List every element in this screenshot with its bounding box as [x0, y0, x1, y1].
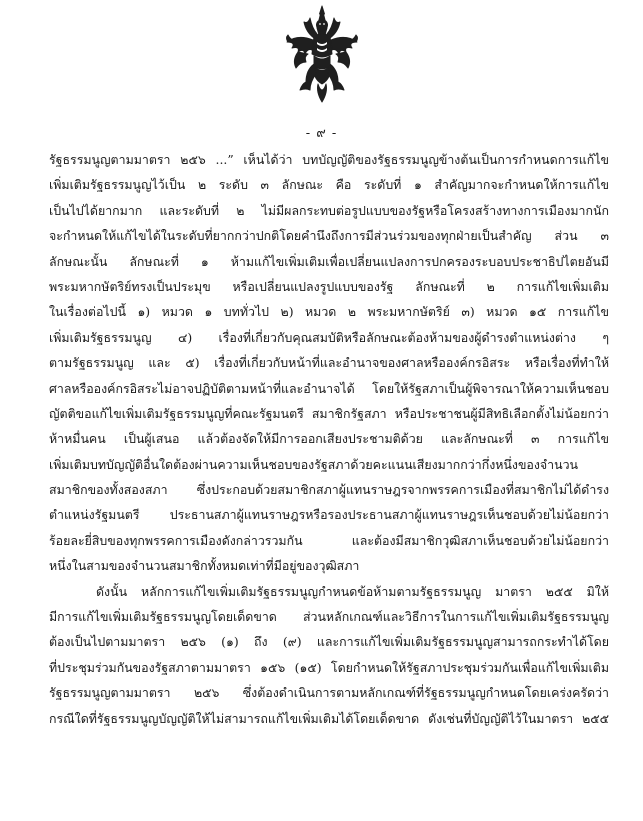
text-line: พระมหากษัตริย์ทรงเป็นประมุข หรือเปลี่ยนแปลงรูปแบบของรัฐ ลักษณะที่ ๒ การแก้ไขเพิ่มเติม [49, 278, 609, 294]
page-number: - ๙ - [305, 126, 338, 141]
text-line: ตามรัฐธรรมนูญ และ ๕) เรื่องที่เกี่ยวกับหน้าที่และอำนาจของศาลหรือองค์กรอิสระ หรือเรื่องที่ทำให้ [49, 355, 609, 371]
garuda-emblem-icon [284, 4, 360, 104]
text-line: ที่ประชุมร่วมกันของรัฐสภาตามมาตรา ๑๕๖ (๑๕) โดยกำหนดให้รัฐสภาประชุมร่วมกันเพื่อแก้ไขเพิ่มเติม [49, 659, 609, 675]
document-body [49, 147, 609, 731]
text-line: ลักษณะนั้น ลักษณะที่ ๑ ห้ามแก้ไขเพิ่มเติมเพื่อเปลี่ยนแปลงการปกครองระบอบประชาธิปไตยอันมี [49, 253, 609, 269]
text-line: ตำแหน่งรัฐมนตรี ประธานสภาผู้แทนราษฎรหรือรองประธานสภาผู้แทนราษฎรเห็นชอบด้วยไม่น้อยกว่า [49, 507, 609, 523]
text-line: เป็นไปได้ยากมาก และระดับที่ ๒ ไม่มีผลกระทบต่อรูปแบบของรัฐหรือโครงสร้างทางการเมืองมากนัก [49, 202, 609, 218]
text-line: ศาลหรือองค์กรอิสระไม่อาจปฏิบัติตามหน้าที่และอำนาจได้ โดยให้รัฐสภาเป็นผู้พิจารณาให้ความเห็นชอบ [49, 380, 609, 396]
text-line: ญัตติขอแก้ไขเพิ่มเติมรัฐธรรมนูญที่คณะรัฐมนตรี สมาชิกรัฐสภา หรือประชาชนผู้มีสิทธิเลือกตั้งไม่น้อยกว่า [49, 405, 609, 421]
paragraph-start-line: ดังนั้น หลักการแก้ไขเพิ่มเติมรัฐธรรมนูญกำหนดข้อห้ามตามรัฐธรรมนูญ มาตรา ๒๕๕ มิให้ [96, 583, 609, 599]
text-line: ในเรื่องต่อไปนี้ ๑) หมวด ๑ บททั่วไป ๒) หมวด ๒ พระมหากษัตริย์ ๓) หมวด ๑๕ การแก้ไข [49, 304, 609, 320]
text-line: รัฐธรรมนูญตามมาตรา ๒๕๖ ...” เห็นได้ว่า บทบัญญัติของรัฐธรรมนูญข้างต้นเป็นการกำหนดการแก้ไข [49, 152, 609, 167]
text-line: ร้อยละยี่สิบของทุกพรรคการเมืองดังกล่าวรวมกัน และต้องมีสมาชิกวุฒิสภาเห็นชอบด้วยไม่น้อยกว่า [49, 532, 609, 548]
text-line: จะกำหนดให้แก้ไขได้ในระดับที่ยากกว่าปกติโดยคำนึงถึงการมีส่วนร่วมของทุกฝ่ายเป็นสำคัญ ส่วน ๓ [49, 228, 609, 244]
text-line: เพิ่มเติมรัฐธรรมนูญ ๔) เรื่องที่เกี่ยวกับคุณสมบัติหรือลักษณะต้องห้ามของผู้ดำรงตำแหน่งต่าง ๆ [49, 329, 609, 345]
text-line: เพิ่มเติมรัฐธรรมนูญไว้เป็น ๒ ระดับ ๓ ลักษณะ คือ ระดับที่ ๑ สำคัญมากจะกำหนดให้การแก้ไข [49, 177, 609, 193]
text-line: สมาชิกของทั้งสองสภา ซึ่งประกอบด้วยสมาชิกสภาผู้แทนราษฎรจากพรรคการเมืองที่สมาชิกไม่ได้ดำรง [49, 482, 609, 498]
text-line: เพิ่มเติมบทบัญญัติอื่นใดต้องผ่านความเห็นชอบของรัฐสภาด้วยคะแนนเสียงมากกว่ากึ่งหนึ่งของจำนวน [49, 456, 579, 472]
text-line: มีการแก้ไขเพิ่มเติมรัฐธรรมนูญโดยเด็ดขาด ส่วนหลักเกณฑ์และวิธีการในการแก้ไขเพิ่มเติมรัฐธรรมนูญ [49, 609, 609, 625]
text-line: รัฐธรรมนูญตามมาตรา ๒๕๖ ซึ่งต้องดำเนินการตามหลักเกณฑ์ที่รัฐธรรมนูญกำหนดโดยเคร่งครัดว่า [49, 685, 609, 701]
text-line: ห้าหมื่นคน เป็นผู้เสนอ แล้วต้องจัดให้มีการออกเสียงประชามติด้วย และลักษณะที่ ๓ การแก้ไข [49, 431, 609, 447]
paragraph-end-line: หนึ่งในสามของจำนวนสมาชิกทั้งหมดเท่าที่มีอยู่ของวุฒิสภา [49, 558, 360, 574]
text-line: กรณีใดที่รัฐธรรมนูญบัญญัติให้ไม่สามารถแก้ไขเพิ่มเติมได้โดยเด็ดขาด ดังเช่นที่บัญญัติไว้ในมาตรา ๒๕๕ [49, 710, 609, 726]
text-line: ต้องเป็นไปตามมาตรา ๒๕๖ (๑) ถึง (๙) และการแก้ไขเพิ่มเติมรัฐธรรมนูญสามารถกระทำได้โดย [49, 634, 609, 650]
